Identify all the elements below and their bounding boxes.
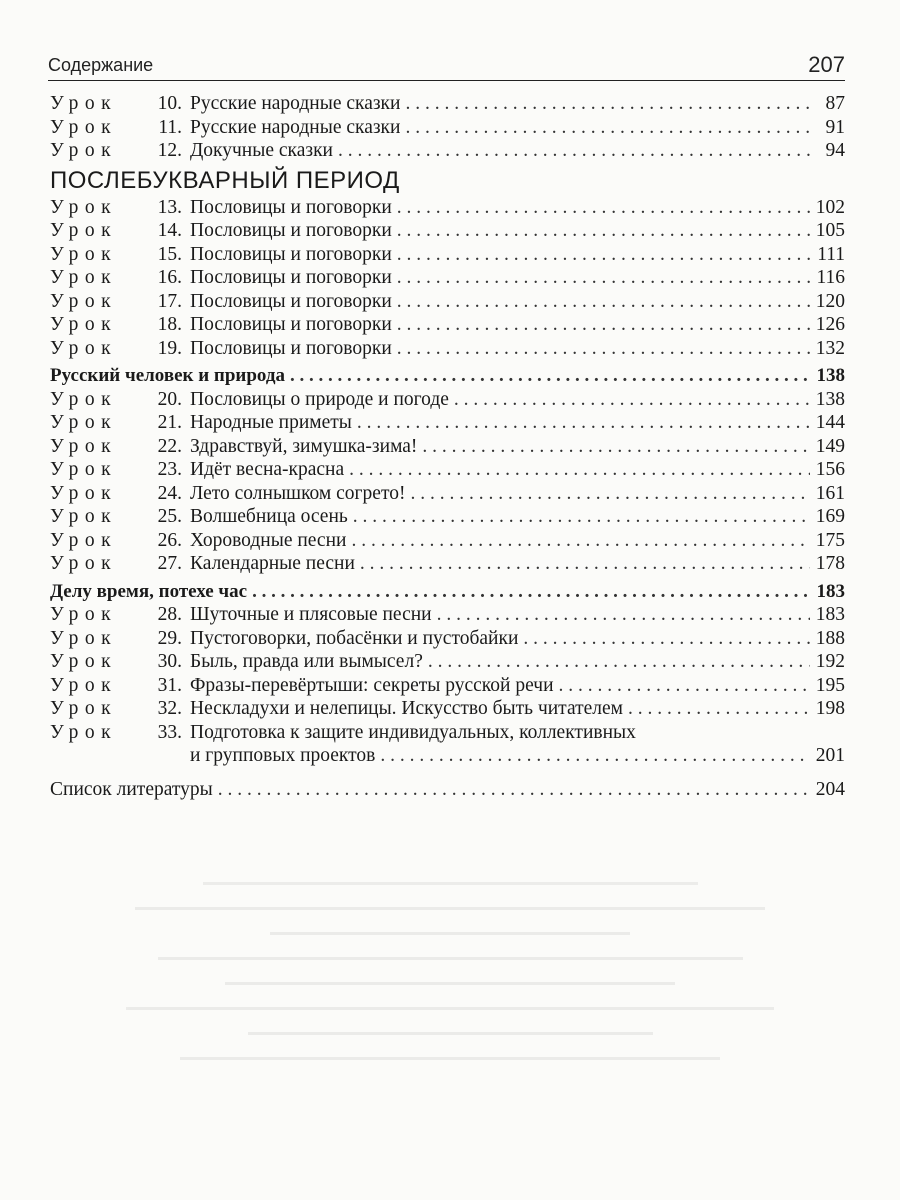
lesson-page: 192 (815, 651, 845, 672)
section-page: 183 (816, 580, 845, 602)
toc-entry-lesson-27[interactable] (50, 552, 845, 576)
toc-entry-lesson-18[interactable] (50, 313, 845, 337)
toc-entry-lesson-31[interactable] (50, 674, 845, 698)
lesson-page: 132 (815, 337, 845, 359)
lesson-number: 28. (157, 604, 182, 625)
lesson-page: 175 (815, 529, 845, 551)
lesson-title: Идёт весна-красна (190, 459, 345, 480)
lesson-title: Лето солнышком согрето! (190, 482, 406, 504)
lesson-keyword: Урок (50, 674, 118, 696)
lesson-page: 156 (815, 459, 845, 480)
lesson-title: Русские народные сказки (190, 93, 401, 114)
toc-entry-lesson-28[interactable] (50, 603, 845, 627)
lesson-title: Волшебница осень (190, 506, 348, 527)
toc-entry-lesson-17[interactable] (50, 290, 845, 314)
lesson-number: 24. (157, 482, 182, 504)
lesson-title: Русские народные сказки (190, 116, 401, 138)
lesson-title: Подготовка к защите индивидуальных, коллективных (190, 721, 636, 743)
lesson-page: 149 (815, 435, 845, 457)
lesson-page: 116 (816, 267, 845, 288)
lesson-page: 144 (815, 412, 845, 433)
lesson-page: 138 (815, 388, 845, 410)
lesson-keyword: Урок (50, 721, 118, 743)
lesson-number: 17. (157, 290, 182, 312)
period-heading: ПОСЛЕБУКВАРНЫЙ ПЕРИОД (50, 166, 400, 194)
lesson-title: Календарные песни (190, 553, 355, 574)
lesson-title: Докучные сказки (190, 140, 333, 161)
lesson-keyword: Урок (50, 698, 118, 719)
dot-leader (349, 458, 810, 482)
lesson-group-1 (50, 92, 845, 163)
lesson-number: 22. (157, 435, 182, 457)
section-name: Содержание (48, 55, 154, 75)
lesson-page: 105 (815, 220, 845, 241)
lesson-number: 12. (157, 140, 182, 161)
toc-entry-lesson-20[interactable] (50, 388, 845, 412)
lesson-group-3 (50, 388, 845, 576)
toc-entry-lesson-21[interactable] (50, 411, 845, 435)
lesson-page: 169 (815, 506, 845, 527)
lesson-keyword: Урок (50, 529, 118, 551)
dot-leader (523, 627, 810, 651)
lesson-title: Пословицы о природе и погоде (190, 388, 449, 410)
toc-entry-lesson-13[interactable] (50, 196, 845, 220)
toc-entry-lesson-33[interactable] (50, 721, 845, 745)
lesson-title: Фразы-перевёртыши: секреты русской речи (190, 674, 554, 696)
lesson-page: 102 (815, 196, 845, 218)
lesson-keyword: Урок (50, 116, 118, 138)
lesson-keyword: Урок (50, 267, 118, 288)
lesson-keyword: Урок (50, 482, 118, 504)
lesson-keyword: Урок (50, 651, 118, 672)
lesson-number: 20. (157, 388, 182, 410)
lesson-keyword: Урок (50, 412, 118, 433)
dot-leader (357, 411, 810, 435)
dot-leader (218, 778, 810, 802)
lesson-keyword: Урок (50, 93, 118, 114)
lesson-title: Пословицы и поговорки (190, 243, 392, 265)
lesson-page: 111 (817, 243, 845, 265)
lesson-keyword: Урок (50, 337, 118, 359)
lesson-keyword: Урок (50, 314, 118, 335)
dot-leader (351, 529, 810, 553)
dot-leader (397, 243, 810, 267)
dot-leader (397, 337, 810, 361)
lesson-page: 87 (825, 93, 845, 114)
dot-leader (353, 505, 810, 529)
lesson-number: 29. (157, 627, 182, 649)
lesson-number: 33. (157, 721, 182, 743)
toc-entry-lesson-11[interactable] (50, 116, 845, 140)
lesson-title: Здравствуй, зимушка-зима! (190, 435, 418, 457)
lesson-page: 178 (815, 553, 845, 574)
lesson-number: 18. (157, 314, 182, 335)
lesson-keyword: Урок (50, 140, 118, 161)
lesson-title: Пословицы и поговорки (190, 196, 392, 218)
lesson-keyword: Урок (50, 243, 118, 265)
lesson-keyword: Урок (50, 627, 118, 649)
toc-entry-lesson-24[interactable] (50, 482, 845, 506)
lesson-number: 30. (157, 651, 182, 672)
toc-entry-lesson-19[interactable] (50, 337, 845, 361)
toc-section-work-time[interactable] (50, 580, 845, 604)
lesson-title-cont: и групповых проектов (190, 745, 376, 766)
running-header (48, 52, 845, 81)
dot-leader (397, 313, 810, 337)
lesson-number: 23. (157, 459, 182, 480)
lesson-title: Нескладухи и нелепицы. Искусство быть читателем (190, 698, 623, 719)
lesson-page: 201 (815, 745, 845, 766)
section-page: 138 (816, 365, 845, 386)
references-title: Список литературы (50, 778, 213, 800)
dot-leader (252, 580, 810, 604)
lesson-number: 11. (158, 116, 182, 138)
dot-leader (559, 674, 810, 698)
lesson-page: 195 (815, 674, 845, 696)
toc-entry-lesson-12[interactable] (50, 139, 845, 163)
lesson-number: 15. (157, 243, 182, 265)
toc-section-russian-man-nature[interactable] (50, 364, 845, 388)
lesson-group-2 (50, 196, 845, 361)
lesson-title: Пословицы и поговорки (190, 314, 392, 335)
lesson-keyword: Урок (50, 604, 118, 625)
dot-leader (380, 744, 810, 768)
toc-entry-lesson-10[interactable] (50, 92, 845, 116)
dot-leader (405, 92, 810, 116)
lesson-group-4 (50, 603, 845, 721)
lesson-keyword: Урок (50, 435, 118, 457)
lesson-title: Пустоговорки, побасёнки и пустобайки (190, 627, 519, 649)
table-of-contents (50, 92, 845, 801)
page-number: 207 (808, 52, 845, 77)
toc-entry-lesson-32[interactable] (50, 697, 845, 721)
toc-entry-lesson-14[interactable] (50, 219, 845, 243)
lesson-page: 161 (815, 482, 845, 504)
dot-leader (290, 364, 810, 388)
lesson-number: 31. (157, 674, 182, 696)
lesson-title: Шуточные и плясовые песни (190, 604, 432, 625)
lesson-title: Пословицы и поговорки (190, 337, 392, 359)
toc-entry-lesson-26[interactable] (50, 529, 845, 553)
dot-leader (397, 196, 810, 220)
section-title: Делу время, потехе час (50, 580, 248, 602)
lesson-page: 94 (825, 140, 845, 161)
lesson-number: 32. (157, 698, 182, 719)
lesson-page: 188 (815, 627, 845, 649)
section-title: Русский человек и природа (50, 365, 285, 386)
lesson-keyword: Урок (50, 388, 118, 410)
toc-entry-lesson-15[interactable] (50, 243, 845, 267)
lesson-title: Пословицы и поговорки (190, 267, 392, 288)
lesson-page: 198 (815, 698, 845, 719)
dot-leader (437, 603, 810, 627)
lesson-number: 10. (157, 93, 182, 114)
lesson-title: Народные приметы (190, 412, 352, 433)
toc-entry-lesson-29[interactable] (50, 627, 845, 651)
lesson-keyword: Урок (50, 290, 118, 312)
toc-entry-lesson-22[interactable] (50, 435, 845, 459)
lesson-number: 26. (157, 529, 182, 551)
lesson-title: Пословицы и поговорки (190, 290, 392, 312)
lesson-page: 183 (815, 604, 845, 625)
toc-entry-lesson-25[interactable] (50, 505, 845, 529)
lesson-keyword: Урок (50, 506, 118, 527)
references-page: 204 (815, 778, 845, 800)
lesson-number: 21. (157, 412, 182, 433)
bleed-through-texture (0, 860, 900, 1200)
lesson-title: Пословицы и поговорки (190, 220, 392, 241)
lesson-page: 120 (815, 290, 845, 312)
lesson-keyword: Урок (50, 553, 118, 574)
toc-entry-lesson-23[interactable] (50, 458, 845, 482)
dot-leader (397, 219, 810, 243)
lesson-keyword: Урок (50, 220, 118, 241)
lesson-page: 126 (815, 314, 845, 335)
lesson-keyword: Урок (50, 196, 118, 218)
dot-leader (397, 290, 810, 314)
dot-leader (405, 116, 810, 140)
lesson-title: Хороводные песни (190, 529, 347, 551)
lesson-number: 14. (157, 220, 182, 241)
dot-leader (454, 388, 810, 412)
lesson-number: 25. (157, 506, 182, 527)
dot-leader (422, 435, 810, 459)
lesson-number: 13. (157, 196, 182, 218)
toc-entry-lesson-30[interactable] (50, 650, 845, 674)
dot-leader (628, 697, 810, 721)
dot-leader (360, 552, 810, 576)
lesson-page: 91 (825, 116, 845, 138)
dot-leader (428, 650, 810, 674)
dot-leader (338, 139, 810, 163)
dot-leader (410, 482, 810, 506)
toc-entry-lesson-16[interactable] (50, 266, 845, 290)
toc-entry-lesson-33-cont[interactable] (50, 744, 845, 768)
lesson-title: Быль, правда или вымысел? (190, 651, 423, 672)
lesson-keyword: Урок (50, 459, 118, 480)
lesson-number: 27. (157, 553, 182, 574)
dot-leader (397, 266, 810, 290)
toc-entry-references[interactable] (50, 778, 845, 802)
lesson-number: 16. (157, 267, 182, 288)
lesson-number: 19. (157, 337, 182, 359)
